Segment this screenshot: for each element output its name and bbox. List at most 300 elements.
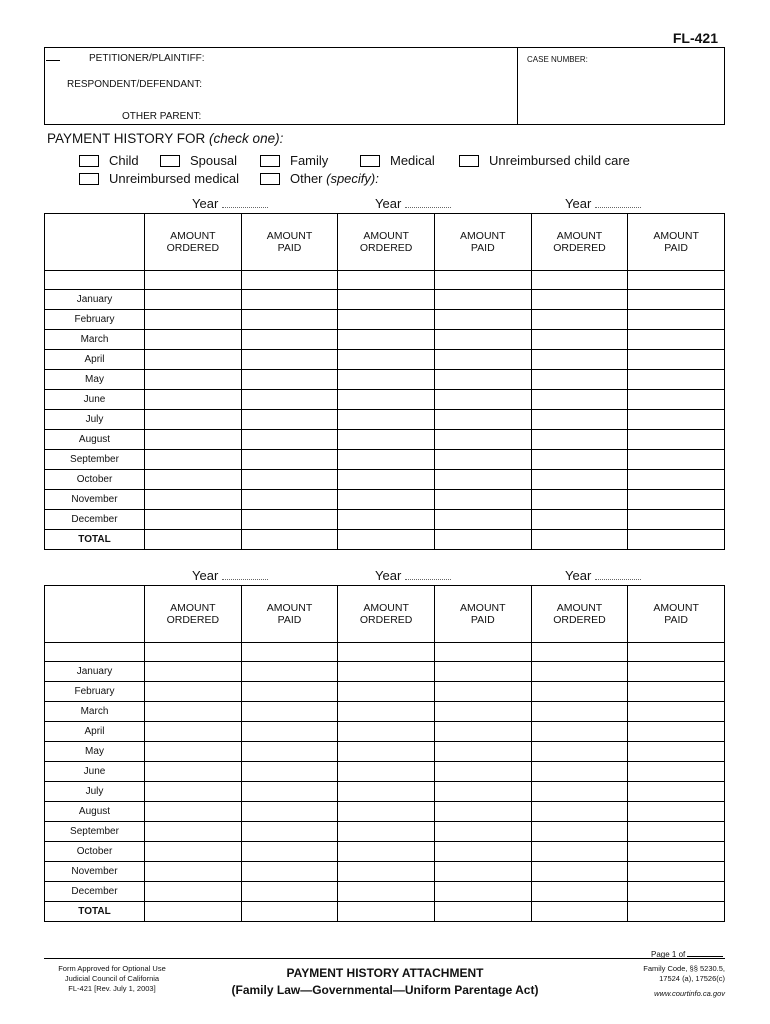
month-label: October bbox=[45, 470, 145, 490]
table-row bbox=[45, 742, 725, 762]
amount-paid-cell[interactable] bbox=[241, 742, 338, 762]
page-label: Page 1 of bbox=[651, 950, 686, 959]
year-text: Year bbox=[375, 196, 402, 211]
table-row bbox=[45, 882, 725, 902]
amount-ordered-cell[interactable] bbox=[338, 430, 435, 450]
amount-paid-cell[interactable] bbox=[241, 350, 338, 370]
amount-ordered-header bbox=[531, 214, 628, 271]
amount-paid-cell[interactable] bbox=[434, 902, 531, 922]
amount-paid-cell[interactable] bbox=[241, 370, 338, 390]
month-label: January bbox=[45, 662, 145, 682]
amount-paid-cell[interactable] bbox=[241, 330, 338, 350]
amount-ordered-cell[interactable] bbox=[531, 862, 628, 882]
spacer-entry-cell[interactable] bbox=[531, 643, 628, 662]
amount-paid-cell[interactable] bbox=[628, 802, 725, 822]
amount-paid-cell[interactable] bbox=[434, 330, 531, 350]
amount-paid-cell[interactable] bbox=[434, 722, 531, 742]
amount-paid-cell[interactable] bbox=[628, 310, 725, 330]
amount-paid-cell[interactable] bbox=[241, 310, 338, 330]
month-label: February bbox=[45, 310, 145, 330]
amount-ordered-header bbox=[338, 214, 435, 271]
amount-paid-cell[interactable] bbox=[241, 450, 338, 470]
amount-ordered-cell[interactable] bbox=[338, 722, 435, 742]
amount-ordered-cell[interactable] bbox=[145, 802, 242, 822]
amount-paid-cell[interactable] bbox=[241, 762, 338, 782]
amount-ordered-cell[interactable] bbox=[145, 842, 242, 862]
option-child-label: Child bbox=[109, 153, 139, 168]
month-label: September bbox=[45, 822, 145, 842]
checkbox-spousal[interactable] bbox=[160, 155, 180, 167]
year-blank[interactable] bbox=[222, 197, 268, 208]
paid-text: PAID bbox=[277, 614, 302, 626]
total-label: TOTAL bbox=[45, 902, 145, 922]
spacer-entry-cell[interactable] bbox=[145, 643, 242, 662]
checkbox-medical[interactable] bbox=[360, 155, 380, 167]
amount-paid-cell[interactable] bbox=[628, 330, 725, 350]
amount-ordered-cell[interactable] bbox=[531, 290, 628, 310]
amount-ordered-cell[interactable] bbox=[145, 782, 242, 802]
amount-ordered-cell[interactable] bbox=[338, 882, 435, 902]
total-row bbox=[45, 530, 725, 550]
payment-table-2 bbox=[44, 585, 725, 922]
amount-paid-cell[interactable] bbox=[434, 290, 531, 310]
checkbox-other[interactable] bbox=[260, 173, 280, 185]
amount-paid-cell[interactable] bbox=[241, 882, 338, 902]
amount-paid-cell[interactable] bbox=[434, 470, 531, 490]
amount-paid-cell[interactable] bbox=[434, 682, 531, 702]
amount-paid-cell[interactable] bbox=[628, 682, 725, 702]
amount-paid-cell[interactable] bbox=[241, 410, 338, 430]
amount-ordered-cell[interactable] bbox=[338, 390, 435, 410]
amount-paid-cell[interactable] bbox=[434, 662, 531, 682]
checkbox-family[interactable] bbox=[260, 155, 280, 167]
option-family[interactable] bbox=[260, 153, 328, 168]
year-label-1c[interactable] bbox=[565, 196, 641, 211]
table-row bbox=[45, 430, 725, 450]
spacer-entry-cell[interactable] bbox=[628, 643, 725, 662]
amount-paid-cell[interactable] bbox=[628, 842, 725, 862]
option-spousal[interactable] bbox=[160, 153, 237, 168]
amount-paid-cell[interactable] bbox=[434, 742, 531, 762]
amount-ordered-cell[interactable] bbox=[338, 450, 435, 470]
footer-right bbox=[600, 964, 725, 999]
year-text: Year bbox=[375, 568, 402, 583]
amount-ordered-cell[interactable] bbox=[338, 330, 435, 350]
amount-paid-header bbox=[434, 214, 531, 271]
table-row bbox=[45, 510, 725, 530]
amount-paid-cell[interactable] bbox=[434, 882, 531, 902]
amount-ordered-cell[interactable] bbox=[531, 782, 628, 802]
amount-ordered-cell[interactable] bbox=[531, 902, 628, 922]
form-subtitle: (Family Law—Governmental—Uniform Parentage Act) bbox=[231, 983, 539, 997]
footer-left-line2: Judicial Council of California bbox=[64, 974, 160, 983]
amount-ordered-cell[interactable] bbox=[145, 530, 242, 550]
amount-paid-cell[interactable] bbox=[434, 862, 531, 882]
amount-ordered-cell[interactable] bbox=[145, 862, 242, 882]
amount-ordered-cell[interactable] bbox=[338, 510, 435, 530]
ordered-text: ORDERED bbox=[166, 614, 220, 626]
amount-text: AMOUNT bbox=[556, 602, 603, 614]
caption-divider bbox=[517, 48, 518, 124]
year-label-1a[interactable] bbox=[192, 196, 268, 211]
ordered-text: ORDERED bbox=[166, 242, 220, 254]
table-row bbox=[45, 662, 725, 682]
amount-paid-cell[interactable] bbox=[241, 662, 338, 682]
amount-ordered-cell[interactable] bbox=[531, 310, 628, 330]
amount-paid-cell[interactable] bbox=[628, 762, 725, 782]
option-child[interactable] bbox=[79, 153, 139, 168]
amount-ordered-cell[interactable] bbox=[531, 450, 628, 470]
amount-paid-cell[interactable] bbox=[434, 390, 531, 410]
amount-ordered-cell[interactable] bbox=[145, 410, 242, 430]
payment-history-title-text: PAYMENT HISTORY FOR bbox=[47, 131, 210, 146]
amount-ordered-cell[interactable] bbox=[531, 722, 628, 742]
ordered-text: ORDERED bbox=[553, 614, 606, 626]
month-label: August bbox=[45, 802, 145, 822]
paid-text: PAID bbox=[664, 242, 688, 254]
amount-ordered-cell[interactable] bbox=[145, 470, 242, 490]
footer-title-block bbox=[200, 966, 570, 997]
column-header-row bbox=[45, 214, 725, 271]
month-label: December bbox=[45, 882, 145, 902]
amount-ordered-cell[interactable] bbox=[531, 390, 628, 410]
specify-text: (specify): bbox=[326, 171, 379, 186]
option-unreimbursed-medical-label: Unreimbursed medical bbox=[109, 171, 240, 186]
amount-text: AMOUNT bbox=[653, 230, 699, 242]
amount-paid-cell[interactable] bbox=[628, 702, 725, 722]
footer-right-line2: 17524 (a), 17526(c) bbox=[659, 974, 725, 983]
amount-ordered-cell[interactable] bbox=[531, 350, 628, 370]
option-spousal-label: Spousal bbox=[190, 153, 237, 168]
month-label: February bbox=[45, 682, 145, 702]
amount-ordered-cell[interactable] bbox=[145, 350, 242, 370]
amount-ordered-cell[interactable] bbox=[338, 290, 435, 310]
form-title: PAYMENT HISTORY ATTACHMENT bbox=[286, 966, 484, 980]
year-blank[interactable] bbox=[405, 569, 451, 580]
amount-paid-cell[interactable] bbox=[628, 722, 725, 742]
amount-paid-cell[interactable] bbox=[434, 842, 531, 862]
amount-ordered-cell[interactable] bbox=[338, 762, 435, 782]
month-label: July bbox=[45, 782, 145, 802]
amount-text: AMOUNT bbox=[460, 602, 506, 614]
amount-ordered-cell[interactable] bbox=[338, 682, 435, 702]
amount-ordered-cell[interactable] bbox=[531, 430, 628, 450]
amount-ordered-cell[interactable] bbox=[338, 742, 435, 762]
amount-text: AMOUNT bbox=[266, 602, 313, 614]
amount-ordered-cell[interactable] bbox=[145, 510, 242, 530]
amount-ordered-cell[interactable] bbox=[145, 390, 242, 410]
spacer-entry-cell[interactable] bbox=[338, 643, 435, 662]
month-label: August bbox=[45, 430, 145, 450]
amount-ordered-cell[interactable] bbox=[338, 702, 435, 722]
amount-ordered-cell[interactable] bbox=[145, 430, 242, 450]
other-parent-label: OTHER PARENT: bbox=[122, 111, 202, 122]
amount-ordered-cell[interactable] bbox=[338, 310, 435, 330]
total-label: TOTAL bbox=[45, 530, 145, 550]
amount-ordered-cell[interactable] bbox=[338, 662, 435, 682]
table-row bbox=[45, 470, 725, 490]
amount-paid-cell[interactable] bbox=[628, 902, 725, 922]
amount-text: AMOUNT bbox=[556, 230, 603, 242]
amount-paid-cell[interactable] bbox=[241, 722, 338, 742]
amount-ordered-cell[interactable] bbox=[531, 762, 628, 782]
amount-paid-cell[interactable] bbox=[434, 370, 531, 390]
amount-ordered-cell[interactable] bbox=[338, 530, 435, 550]
amount-paid-cell[interactable] bbox=[628, 510, 725, 530]
table-row bbox=[45, 842, 725, 862]
amount-ordered-header bbox=[531, 586, 628, 643]
year-text: Year bbox=[565, 196, 592, 211]
amount-ordered-cell[interactable] bbox=[531, 702, 628, 722]
amount-paid-cell[interactable] bbox=[628, 490, 725, 510]
amount-paid-cell[interactable] bbox=[628, 370, 725, 390]
paid-text: PAID bbox=[470, 614, 495, 626]
amount-paid-cell[interactable] bbox=[434, 410, 531, 430]
spacer-entry-cell[interactable] bbox=[241, 271, 338, 290]
table-row bbox=[45, 350, 725, 370]
amount-paid-cell[interactable] bbox=[434, 702, 531, 722]
footer-url: www.courtinfo.ca.gov bbox=[654, 989, 725, 998]
amount-paid-cell[interactable] bbox=[628, 290, 725, 310]
table-row bbox=[45, 822, 725, 842]
amount-text: AMOUNT bbox=[460, 230, 506, 242]
table-row bbox=[45, 782, 725, 802]
checkbox-unreimbursed-medical[interactable] bbox=[79, 173, 99, 185]
ordered-text: ORDERED bbox=[359, 614, 413, 626]
amount-paid-cell[interactable] bbox=[434, 510, 531, 530]
footer-left bbox=[44, 964, 180, 994]
amount-ordered-cell[interactable] bbox=[531, 682, 628, 702]
amount-paid-cell[interactable] bbox=[628, 430, 725, 450]
paid-text: PAID bbox=[277, 242, 302, 254]
ordered-text: ORDERED bbox=[553, 242, 606, 254]
spacer-entry-cell[interactable] bbox=[241, 643, 338, 662]
year-text: Year bbox=[192, 568, 219, 583]
amount-ordered-cell[interactable] bbox=[145, 762, 242, 782]
amount-paid-cell[interactable] bbox=[628, 410, 725, 430]
header-blank-cell bbox=[45, 214, 145, 271]
amount-paid-cell[interactable] bbox=[241, 470, 338, 490]
amount-paid-cell[interactable] bbox=[434, 430, 531, 450]
option-medical[interactable] bbox=[360, 153, 435, 168]
amount-ordered-cell[interactable] bbox=[145, 310, 242, 330]
year-text: Year bbox=[565, 568, 592, 583]
amount-ordered-cell[interactable] bbox=[338, 490, 435, 510]
amount-paid-cell[interactable] bbox=[628, 390, 725, 410]
spacer-entry-cell[interactable] bbox=[531, 271, 628, 290]
amount-paid-cell[interactable] bbox=[434, 350, 531, 370]
month-label: May bbox=[45, 742, 145, 762]
option-unreimbursed-medical[interactable] bbox=[79, 171, 239, 186]
year-label-2c[interactable] bbox=[565, 568, 641, 583]
amount-ordered-cell[interactable] bbox=[145, 682, 242, 702]
amount-paid-cell[interactable] bbox=[241, 902, 338, 922]
amount-ordered-cell[interactable] bbox=[531, 470, 628, 490]
amount-paid-cell[interactable] bbox=[628, 882, 725, 902]
table-1-body bbox=[45, 214, 725, 550]
ordered-text: ORDERED bbox=[359, 242, 413, 254]
amount-paid-cell[interactable] bbox=[628, 782, 725, 802]
year-blank[interactable] bbox=[222, 569, 268, 580]
amount-ordered-cell[interactable] bbox=[531, 842, 628, 862]
checkbox-child[interactable] bbox=[79, 155, 99, 167]
amount-ordered-cell[interactable] bbox=[145, 722, 242, 742]
amount-paid-cell[interactable] bbox=[628, 742, 725, 762]
amount-paid-header bbox=[628, 214, 725, 271]
respondent-label: RESPONDENT/DEFENDANT: bbox=[67, 79, 203, 90]
amount-ordered-cell[interactable] bbox=[338, 802, 435, 822]
amount-paid-cell[interactable] bbox=[241, 782, 338, 802]
year-text: Year bbox=[192, 196, 219, 211]
year-label-2a[interactable] bbox=[192, 568, 268, 583]
amount-paid-cell[interactable] bbox=[628, 350, 725, 370]
header-blank-cell bbox=[45, 586, 145, 643]
amount-ordered-cell[interactable] bbox=[145, 702, 242, 722]
spacer-entry-cell[interactable] bbox=[628, 271, 725, 290]
amount-paid-cell[interactable] bbox=[241, 290, 338, 310]
paid-text: PAID bbox=[664, 614, 688, 626]
amount-paid-cell[interactable] bbox=[241, 490, 338, 510]
month-label: June bbox=[45, 390, 145, 410]
amount-paid-cell[interactable] bbox=[434, 762, 531, 782]
spacer-entry-cell[interactable] bbox=[338, 271, 435, 290]
amount-ordered-cell[interactable] bbox=[531, 742, 628, 762]
amount-paid-cell[interactable] bbox=[434, 450, 531, 470]
footer-left-line1: Form Approved for Optional Use bbox=[58, 964, 166, 973]
year-blank[interactable] bbox=[595, 569, 641, 580]
month-label: December bbox=[45, 510, 145, 530]
amount-ordered-cell[interactable] bbox=[145, 822, 242, 842]
amount-text: AMOUNT bbox=[363, 602, 409, 614]
amount-ordered-cell[interactable] bbox=[531, 822, 628, 842]
amount-paid-cell[interactable] bbox=[241, 862, 338, 882]
amount-paid-cell[interactable] bbox=[628, 530, 725, 550]
year-label-2b[interactable] bbox=[375, 568, 451, 583]
amount-ordered-cell[interactable] bbox=[145, 330, 242, 350]
amount-ordered-cell[interactable] bbox=[531, 510, 628, 530]
spacer-label-cell bbox=[45, 643, 145, 662]
amount-paid-cell[interactable] bbox=[628, 862, 725, 882]
month-label: September bbox=[45, 450, 145, 470]
month-label: November bbox=[45, 862, 145, 882]
checkbox-unreimbursed-child-care[interactable] bbox=[459, 155, 479, 167]
amount-paid-cell[interactable] bbox=[241, 530, 338, 550]
year-blank[interactable] bbox=[405, 197, 451, 208]
table-row bbox=[45, 490, 725, 510]
amount-ordered-cell[interactable] bbox=[338, 470, 435, 490]
amount-ordered-cell[interactable] bbox=[145, 490, 242, 510]
amount-paid-cell[interactable] bbox=[241, 430, 338, 450]
amount-ordered-cell[interactable] bbox=[145, 450, 242, 470]
amount-paid-cell[interactable] bbox=[241, 682, 338, 702]
amount-paid-cell[interactable] bbox=[241, 822, 338, 842]
amount-paid-cell[interactable] bbox=[241, 802, 338, 822]
amount-paid-header bbox=[241, 586, 338, 643]
amount-ordered-cell[interactable] bbox=[531, 530, 628, 550]
amount-paid-cell[interactable] bbox=[241, 702, 338, 722]
amount-ordered-cell[interactable] bbox=[338, 370, 435, 390]
amount-ordered-cell[interactable] bbox=[338, 822, 435, 842]
table-row bbox=[45, 762, 725, 782]
amount-paid-cell[interactable] bbox=[628, 470, 725, 490]
option-family-label: Family bbox=[290, 153, 329, 168]
amount-paid-cell[interactable] bbox=[434, 822, 531, 842]
option-unreimbursed-child-care[interactable] bbox=[459, 153, 630, 168]
spacer-label-cell bbox=[45, 271, 145, 290]
spacer-entry-cell[interactable] bbox=[145, 271, 242, 290]
amount-paid-cell[interactable] bbox=[241, 510, 338, 530]
amount-text: AMOUNT bbox=[653, 602, 699, 614]
amount-ordered-cell[interactable] bbox=[145, 290, 242, 310]
amount-ordered-cell[interactable] bbox=[145, 882, 242, 902]
footer-right-line1: Family Code, §§ 5230.5, bbox=[643, 964, 725, 973]
amount-ordered-cell[interactable] bbox=[531, 490, 628, 510]
amount-paid-cell[interactable] bbox=[628, 822, 725, 842]
amount-ordered-cell[interactable] bbox=[338, 410, 435, 430]
amount-ordered-cell[interactable] bbox=[145, 902, 242, 922]
amount-paid-header bbox=[241, 214, 338, 271]
amount-ordered-cell[interactable] bbox=[338, 862, 435, 882]
amount-paid-cell[interactable] bbox=[628, 450, 725, 470]
amount-ordered-cell[interactable] bbox=[338, 350, 435, 370]
amount-paid-cell[interactable] bbox=[434, 310, 531, 330]
amount-ordered-cell[interactable] bbox=[338, 842, 435, 862]
amount-ordered-cell[interactable] bbox=[338, 782, 435, 802]
other-text: Other bbox=[290, 171, 327, 186]
table-row bbox=[45, 802, 725, 822]
amount-ordered-cell[interactable] bbox=[531, 330, 628, 350]
month-label: April bbox=[45, 350, 145, 370]
spacer-entry-cell[interactable] bbox=[434, 643, 531, 662]
page-total-blank[interactable] bbox=[687, 956, 723, 957]
table-row bbox=[45, 722, 725, 742]
amount-ordered-cell[interactable] bbox=[145, 662, 242, 682]
case-number-label: CASE NUMBER: bbox=[527, 55, 588, 64]
amount-ordered-cell[interactable] bbox=[531, 410, 628, 430]
payment-table-1 bbox=[44, 213, 725, 550]
amount-paid-cell[interactable] bbox=[434, 530, 531, 550]
spacer-entry-cell[interactable] bbox=[434, 271, 531, 290]
amount-ordered-cell[interactable] bbox=[531, 370, 628, 390]
table-2-body bbox=[45, 586, 725, 922]
amount-ordered-cell[interactable] bbox=[338, 902, 435, 922]
amount-paid-cell[interactable] bbox=[434, 782, 531, 802]
amount-ordered-cell[interactable] bbox=[531, 662, 628, 682]
amount-paid-cell[interactable] bbox=[628, 662, 725, 682]
amount-ordered-cell[interactable] bbox=[531, 882, 628, 902]
amount-text: AMOUNT bbox=[363, 230, 409, 242]
amount-ordered-cell[interactable] bbox=[145, 742, 242, 762]
amount-paid-cell[interactable] bbox=[241, 842, 338, 862]
amount-text: AMOUNT bbox=[266, 230, 313, 242]
amount-text: AMOUNT bbox=[170, 230, 216, 242]
total-row bbox=[45, 902, 725, 922]
amount-paid-cell[interactable] bbox=[241, 390, 338, 410]
amount-ordered-cell[interactable] bbox=[145, 370, 242, 390]
year-blank[interactable] bbox=[595, 197, 641, 208]
option-other[interactable] bbox=[260, 171, 379, 186]
year-label-1b[interactable] bbox=[375, 196, 451, 211]
amount-ordered-cell[interactable] bbox=[531, 802, 628, 822]
amount-paid-cell[interactable] bbox=[434, 802, 531, 822]
amount-paid-cell[interactable] bbox=[434, 490, 531, 510]
table-row bbox=[45, 370, 725, 390]
paid-text: PAID bbox=[470, 242, 495, 254]
month-label: January bbox=[45, 290, 145, 310]
table-row bbox=[45, 330, 725, 350]
table-row bbox=[45, 862, 725, 882]
month-label: October bbox=[45, 842, 145, 862]
